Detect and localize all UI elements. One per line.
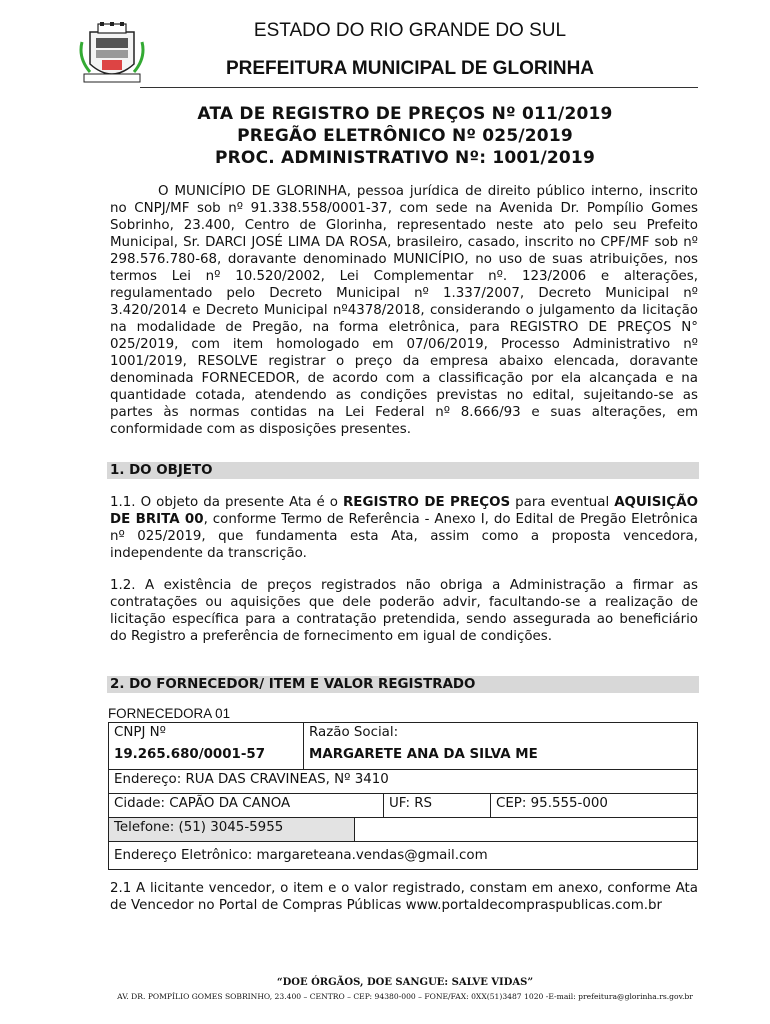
pregao-title: PREGÃO ELETRÔNICO Nº 025/2019 bbox=[237, 126, 573, 146]
paragraph-2-1: 2.1 A licitante vencedor, o item e o valor registrado, constam em anexo, conforme Ata de Vencedor no Portal de Compras Públicas www.portaldecompraspublicas.com.br bbox=[110, 881, 698, 913]
paragraph-1-2: 1.2. A existência de preços registrados não obriga a Administração a firmar as contratações ou aquisições que dele poderão advir, facultando-se a realização de licitação específica para a contratação pretendida, sendo assegurada ao beneficiário do Registro a preferência de fornecimento em igual de condições. bbox=[110, 578, 698, 644]
razao-cell bbox=[303, 722, 698, 770]
email-cell: Endereço Eletrônico: margareteana.vendas@gmail.com bbox=[108, 841, 698, 870]
cidade-cell: Cidade: CAPÃO DA CANOA bbox=[108, 793, 384, 818]
razao-label: Razão Social: bbox=[309, 725, 399, 740]
cnpj-label: CNPJ Nº bbox=[114, 725, 166, 740]
paragraph-1-1 bbox=[110, 494, 698, 562]
cnpj-value: 19.265.680/0001-57 bbox=[114, 747, 266, 762]
cnpj-cell bbox=[108, 722, 304, 770]
p11-text-c: para eventual bbox=[510, 495, 615, 510]
section-1-heading: 1. DO OBJETO bbox=[107, 462, 699, 479]
proc-title: PROC. ADMINISTRATIVO Nº: 1001/2019 bbox=[214, 148, 595, 168]
ata-title: ATA DE REGISTRO DE PREÇOS Nº 011/2019 bbox=[197, 104, 613, 124]
footer-address: AV. DR. POMPÍLIO GOMES SOBRINHO, 23.400 – CENTRO – CEP: 94380-000 – FONE/FAX: 0XX(51)3487 1020 -E-mail: prefeitura@glorinha.rs.gov.br bbox=[117, 992, 693, 1001]
p11-text-e: , conforme Termo de Referência - Anexo I, do Edital de Pregão Eletrônica nº 025/2019, que fundamenta esta Ata, assim como a proposta vencedora, independente da transcrição. bbox=[110, 512, 698, 561]
supplier-table bbox=[108, 722, 698, 870]
p11-text-b: REGISTRO DE PREÇOS bbox=[343, 495, 511, 510]
fornecedora-label: FORNECEDORA 01 bbox=[108, 706, 231, 721]
intro-paragraph: O MUNICÍPIO DE GLORINHA, pessoa jurídica de direito público interno, inscrito no CNPJ/MF sob nº 91.338.558/0001-37, com sede na Avenida Dr. Pompílio Gomes Sobrinho, 23.400, Centro de Glorinha, representado neste ato pelo seu Prefeito Municipal, Sr. DARCI JOSÉ LIMA DA ROSA, brasileiro, casado, inscrito no CPF/MF sob nº 298.576.780-68, doravante denominado MUNICÍPIO, no uso de suas atribuições, nos termos Lei nº 10.520/2002, Lei Complementar nº. 123/2006 e alterações, regulamentado pelo Decreto Municipal nº 1.337/2007, Decreto Municipal nº 3.420/2014 e Decreto Municipal nº4378/2018, considerando o julgamento da licitação na modalidade de Pregão, na forma eletrônica, para REGISTRO DE PREÇOS N° 025/2019, com item homologado em 07/06/2019, Processo Administrativo nº 1001/2019, RESOLVE registrar o preço da empresa abaixo elencada, doravante denominada FORNECEDOR, de acordo com a classificação por ela alcançada e na quantidade cotada, atendendo as condições previstas no edital, sujeitando-se as partes às normas contidas na Lei Federal nº 8.666/93 e suas alterações, em conformidade com as disposições presentes. bbox=[110, 184, 698, 437]
prefeitura-name: PREFEITURA MUNICIPAL DE GLORINHA bbox=[225, 58, 595, 79]
uf-cell: UF: RS bbox=[383, 793, 491, 818]
municipal-crest-icon bbox=[76, 22, 148, 86]
razao-value: MARGARETE ANA DA SILVA ME bbox=[309, 747, 538, 762]
cep-cell: CEP: 95.555-000 bbox=[490, 793, 698, 818]
telefone-empty-cell bbox=[354, 817, 698, 842]
p11-text-d: AQUISIÇÃO DE BRITA 00 bbox=[110, 495, 698, 527]
footer-slogan: “DOE ÓRGÃOS, DOE SANGUE: SALVE VIDAS” bbox=[276, 977, 534, 988]
section-2-heading: 2. DO FORNECEDOR/ ITEM E VALOR REGISTRADO bbox=[107, 676, 699, 693]
telefone-cell: Telefone: (51) 3045-5955 bbox=[108, 817, 355, 842]
endereco-cell: Endereço: RUA DAS CRAVINEAS, Nº 3410 bbox=[108, 769, 698, 794]
p11-text-a: 1.1. O objeto da presente Ata é o bbox=[110, 495, 343, 510]
document-titles bbox=[100, 103, 710, 169]
header-divider bbox=[140, 87, 698, 88]
state-name: ESTADO DO RIO GRANDE DO SUL bbox=[253, 20, 567, 41]
